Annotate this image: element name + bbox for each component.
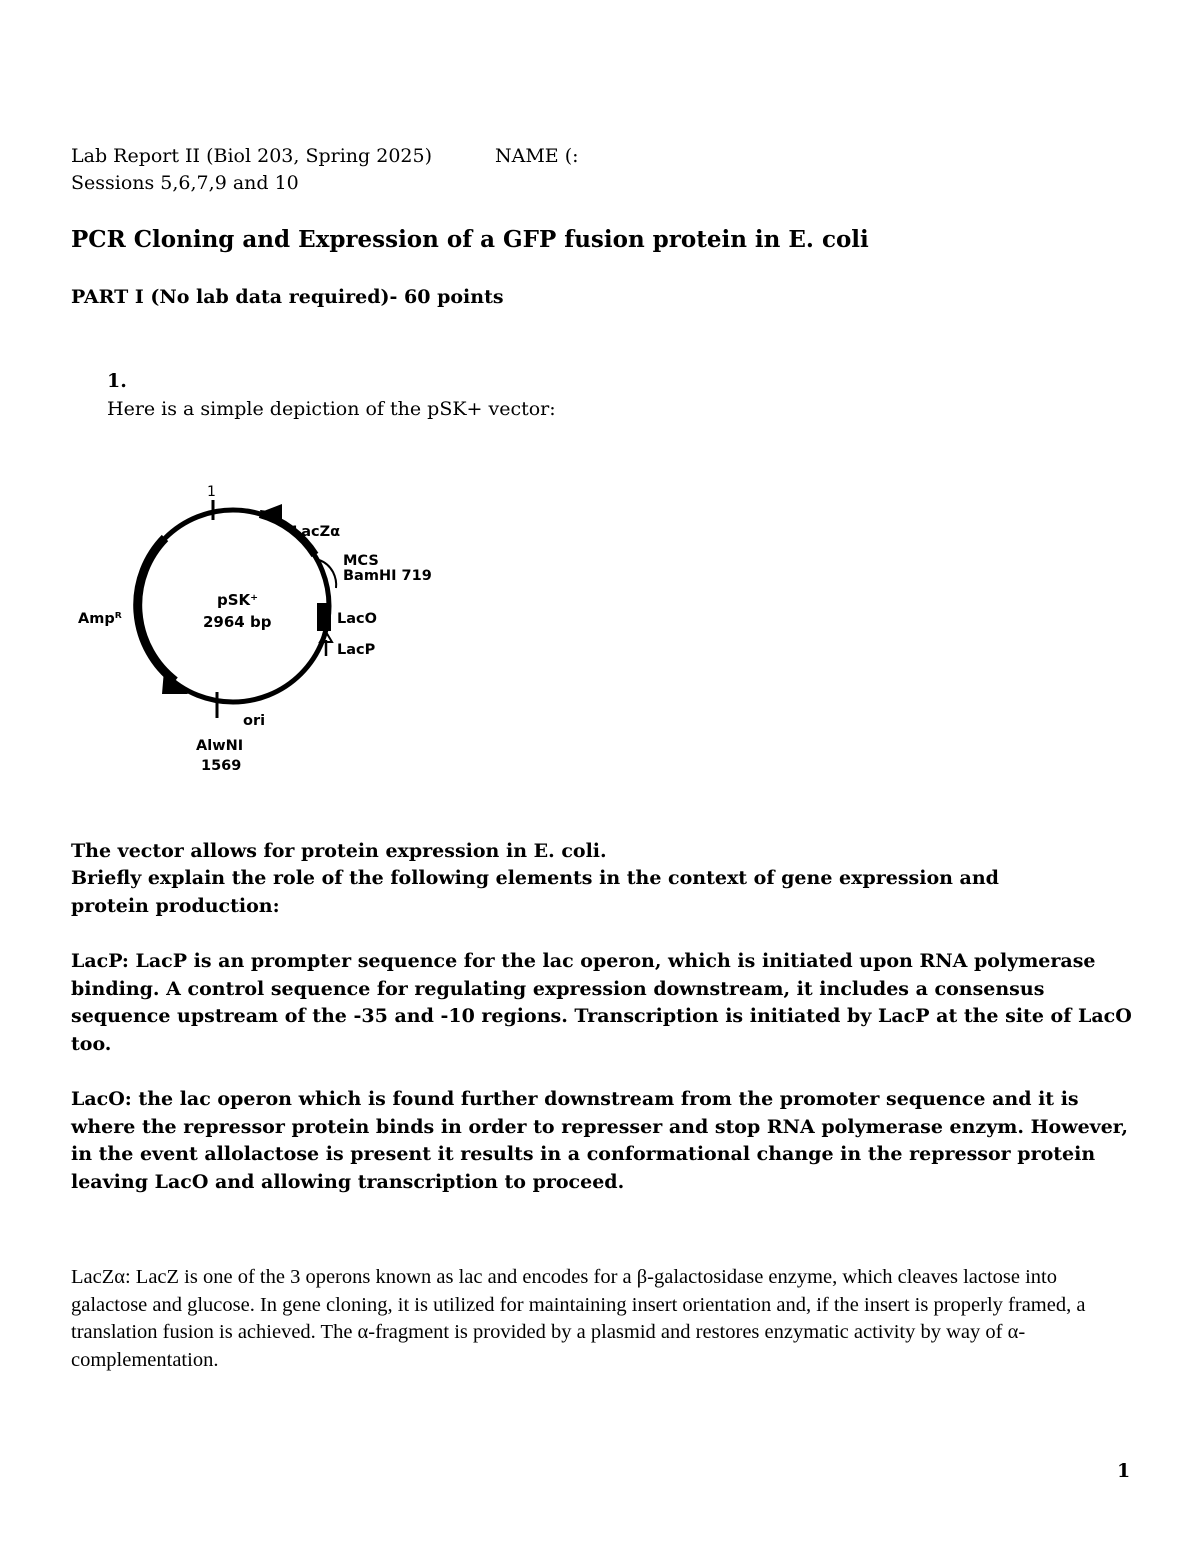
alwni-position-label: 1569 [201, 758, 242, 774]
plasmid-name-label: pSK⁺ [217, 591, 259, 609]
name-label: NAME (: [495, 145, 579, 167]
page-number: 1 [1117, 1460, 1131, 1482]
laco-box [317, 603, 331, 631]
lacz-arrow-icon [256, 504, 282, 526]
question-number: 1. [107, 370, 127, 392]
ampr-segment [138, 538, 175, 681]
report-header-title: Lab Report II (Biol 203, Spring 2025) [71, 145, 432, 167]
intro-line-2: Briefly explain the role of the following elements in the context of gene expression and protein production: [71, 867, 999, 917]
ampr-arrow-icon [162, 670, 188, 694]
question-prompt: Here is a simple depiction of the pSK+ vector: [107, 398, 556, 420]
lacp-label: LacP [337, 642, 376, 658]
part-heading: PART I (No lab data required)- 60 points [71, 286, 504, 308]
answer-lacz-label: LacZα [71, 1266, 125, 1288]
lacz-label: LacZα [292, 524, 341, 540]
ampr-label: Ampᴿ [78, 611, 122, 627]
sessions-line: Sessions 5,6,7,9 and 10 [71, 172, 299, 194]
intro-line-1: The vector allows for protein expression in E. coli. [71, 840, 607, 862]
answer-laco: LacO: the lac operon which is found further downstream from the promoter sequence and it is where the repressor protein binds in order to represser and stop RNA polymerase enzym. However, in the event allolactose is present it results in a conformational change in the repressor protein leaving LacO and allowing transcription to proceed. [71, 1088, 1129, 1193]
plasmid-size-label: 2964 bp [203, 613, 272, 631]
alwni-label: AlwNI [196, 738, 244, 754]
laco-label: LacO [337, 611, 377, 627]
answer-lacp: LacP: LacP is an prompter sequence for the lac operon, which is initiated upon RNA polymerase binding. A control sequence for regulating expression downstream, it includes a consensus sequence upstream of the -35 and -10 regions. Transcription is initiated by LacP at the site of LacO too. [71, 950, 1132, 1055]
plasmid-map-diagram [60, 470, 460, 790]
answer-lacz-text: : LacZ is one of the 3 operons known as lac and encodes for a β-galactosidase enzyme, which cleaves lactose into galactose and glucose. In gene cloning, it is utilized for maintaining insert orientation and, if the insert is properly framed, a translation fusion is achieved. The α-fragment is provided by a plasmid and restores enzymatic activity by way of α-complementation. [71, 1266, 1086, 1371]
answer-lacz [71, 1264, 1131, 1374]
mcs-label: MCS [343, 553, 379, 569]
bamhi-label: BamHI 719 [343, 568, 432, 584]
page-title: PCR Cloning and Expression of a GFP fusion protein in E. coli [71, 226, 869, 253]
ori-label: ori [243, 713, 266, 729]
position-1-label: 1 [207, 484, 216, 500]
